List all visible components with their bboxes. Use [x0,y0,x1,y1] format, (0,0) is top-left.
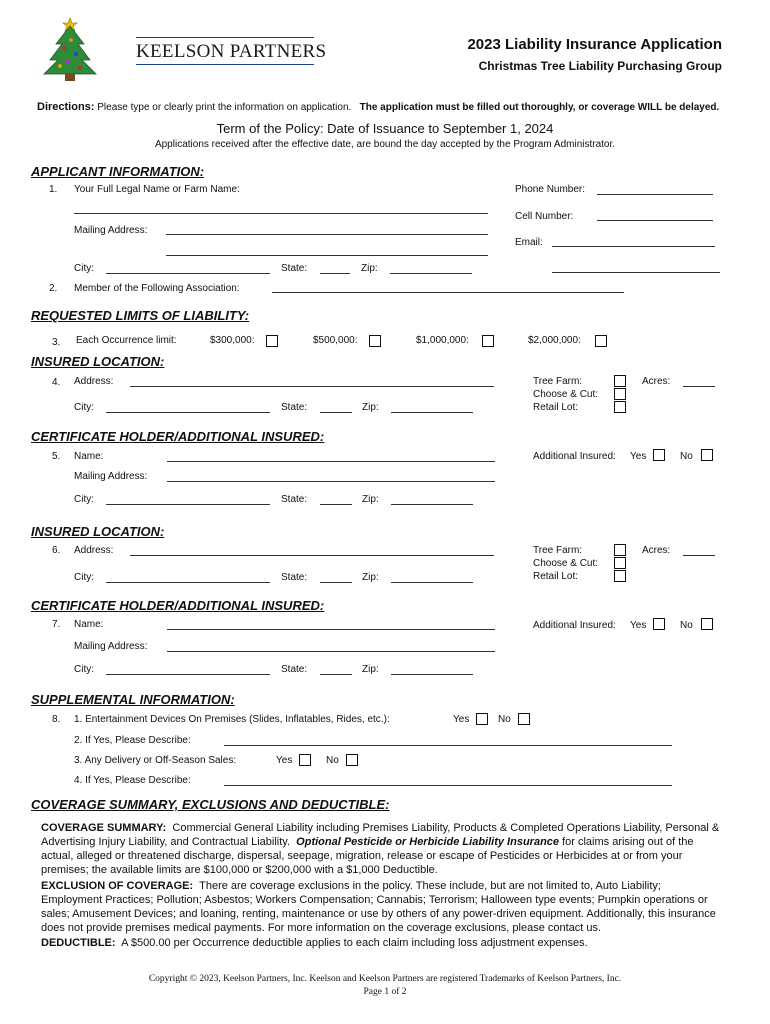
association-input[interactable] [272,292,624,293]
limit-1m-checkbox[interactable] [482,335,494,347]
delivery-describe-label: 4. If Yes, Please Describe: [74,775,191,786]
exclusion-of-coverage: EXCLUSION OF COVERAGE: There are coverage exclusions in the policy. These include, but are not limited to, Auto Liability; Employment Practices; Pollution; Asbestos; Workers Compensation; Cannabis; Terrorism; Halloween type events; Pumpkin operations or sales; Amusement Devices; and loaning, renting, maintenance or use by others of any power-driven equipment. Additionally, this insurance does not provide premises medical payments. For more information on the coverage exclusions, please contact us. [41,880,716,934]
city-input[interactable] [106,273,270,274]
acres-label: Acres: [642,545,671,556]
item-number: 5. [52,451,61,462]
delivery-question: 3. Any Delivery or Off-Season Sales: [74,755,237,766]
holder-2-city-input[interactable] [106,674,270,675]
location-2-acres-input[interactable] [683,555,715,556]
state-label: State: [281,494,308,505]
page-number: Page 1 of 2 [363,987,407,997]
holder-2-zip-input[interactable] [391,674,473,675]
coverage-summary: COVERAGE SUMMARY: Commercial General Liability including Premises Liability, Products & Completed Operations Liability, Personal & Advertising Injury Liability, and Contractual Liability. Optional Pesticide or Herbicide Liability Insurance for claims arising out of the actual, alleged or threatened discharge, dispersal, seepage, migration, release or escape of Pesticides or Herbicides at or from your premises; the available limits are $100,000 or $200,000 with a $1,000 Deductible. [41,822,720,876]
section-coverage-heading: COVERAGE SUMMARY, EXCLUSIONS AND DEDUCTIBLE: [31,797,390,812]
acres-label: Acres: [642,376,671,387]
retail-lot-checkbox-2[interactable] [614,570,626,582]
city-label: City: [74,664,94,675]
limit-500k-checkbox[interactable] [369,335,381,347]
additional-insured-label: Additional Insured: [533,620,616,631]
entertainment-describe-label: 2. If Yes, Please Describe: [74,735,191,746]
limit-300k-label: $300,000: [210,335,255,346]
item-number: 3. [52,337,61,348]
holder-1-zip-input[interactable] [391,504,473,505]
company-logo-text: KEELSON PARTNERS [136,41,327,62]
state-input[interactable] [320,273,350,274]
choose-cut-checkbox-2[interactable] [614,557,626,569]
location-1-zip-input[interactable] [391,412,473,413]
holder-2-state-input[interactable] [320,674,352,675]
location-2-city-input[interactable] [106,582,270,583]
name-label: Name: [74,619,104,630]
form-subtitle: Christmas Tree Liability Purchasing Group [478,59,722,73]
retail-lot-checkbox[interactable] [614,401,626,413]
state-label: State: [281,263,308,274]
policy-term: Term of the Policy: Date of Issuance to September 1, 2024 [216,121,554,136]
item-number: 1. [49,184,58,195]
location-1-acres-input[interactable] [683,386,715,387]
tree-farm-label: Tree Farm: [533,376,583,387]
location-1-city-input[interactable] [106,412,270,413]
phone-label: Phone Number: [515,184,586,195]
limit-300k-checkbox[interactable] [266,335,278,347]
mailing-address-label: Mailing Address: [74,641,148,652]
form-title: 2023 Liability Insurance Application [467,36,722,53]
yes-label: Yes [630,451,647,462]
holder-2-mailing-input[interactable] [167,651,495,652]
zip-label: Zip: [362,402,379,413]
email-input[interactable] [552,246,715,247]
tree-farm-checkbox-2[interactable] [614,544,626,556]
yes-label: Yes [453,714,470,725]
zip-label: Zip: [361,263,378,274]
association-label: Member of the Following Association: [74,283,240,294]
zip-input[interactable] [390,273,472,274]
tree-farm-checkbox[interactable] [614,375,626,387]
mailing-address-input[interactable] [166,234,488,235]
section-location-2-heading: INSURED LOCATION: [31,524,165,539]
holder-1-city-input[interactable] [106,504,270,505]
city-label: City: [74,494,94,505]
yes-label: Yes [630,620,647,631]
mailing-address-input-2[interactable] [166,255,488,256]
cell-label: Cell Number: [515,211,574,222]
occurrence-limit-label: Each Occurrence limit: [76,335,177,346]
section-location-1-heading: INSURED LOCATION: [31,354,165,369]
christmas-tree-logo-icon [40,16,100,82]
section-holder-2-heading: CERTIFICATE HOLDER/ADDITIONAL INSURED: [31,598,325,613]
delivery-yes-checkbox[interactable] [299,754,311,766]
holder-2-yes-checkbox[interactable] [653,618,665,630]
limit-1m-label: $1,000,000: [416,335,469,346]
entertainment-no-checkbox[interactable] [518,713,530,725]
copyright-footer: Copyright © 2023, Keelson Partners, Inc. Keelson and Keelson Partners are registered Trademarks of Keelson Partners, Inc. [148,974,622,984]
zip-label: Zip: [362,572,379,583]
name-input[interactable] [74,213,488,214]
location-2-zip-input[interactable] [391,582,473,583]
deductible: DEDUCTIBLE: A $500.00 per Occurrence deductible applies to each claim including loss adjustment expenses. [41,937,588,949]
holder-2-no-checkbox[interactable] [701,618,713,630]
location-2-address-input[interactable] [130,555,494,556]
no-label: No [680,620,693,631]
state-label: State: [281,664,308,675]
no-label: No [326,755,339,766]
zip-label: Zip: [362,494,379,505]
holder-1-mailing-input[interactable] [167,481,495,482]
retail-lot-label: Retail Lot: [533,402,579,413]
yes-label: Yes [276,755,293,766]
location-1-state-input[interactable] [320,412,352,413]
entertainment-yes-checkbox[interactable] [476,713,488,725]
mailing-address-label: Mailing Address: [74,471,148,482]
directions: Directions: Please type or clearly print the information on application. The application must be filled out thoroughly, or coverage WILL be delayed. [37,101,720,113]
choose-cut-checkbox[interactable] [614,388,626,400]
section-limits-heading: REQUESTED LIMITS OF LIABILITY: [31,308,250,323]
delivery-describe-input[interactable] [224,785,672,786]
holder-1-yes-checkbox[interactable] [653,449,665,461]
delivery-no-checkbox[interactable] [346,754,358,766]
address-label: Address: [74,545,114,556]
entertainment-describe-input[interactable] [224,745,672,746]
no-label: No [498,714,511,725]
policy-term-note: Applications received after the effective date, are bound the day accepted by the Program Administrator. [154,139,616,150]
tree-farm-label: Tree Farm: [533,545,583,556]
name-label: Your Full Legal Name or Farm Name: [74,184,240,195]
zip-label: Zip: [362,664,379,675]
additional-insured-label: Additional Insured: [533,451,616,462]
mailing-address-label: Mailing Address: [74,225,148,236]
holder-1-state-input[interactable] [320,504,352,505]
item-number: 8. [52,714,61,725]
city-label: City: [74,402,94,413]
item-number: 2. [49,283,58,294]
limit-500k-label: $500,000: [313,335,358,346]
retail-lot-label: Retail Lot: [533,571,579,582]
location-2-state-input[interactable] [320,582,352,583]
holder-2-name-input[interactable] [167,629,495,630]
section-applicant-heading: APPLICANT INFORMATION: [31,164,205,179]
choose-cut-label: Choose & Cut: [533,558,599,569]
address-label: Address: [74,376,114,387]
state-label: State: [281,572,308,583]
location-1-address-input[interactable] [130,386,494,387]
email-input-2[interactable] [552,272,720,273]
name-label: Name: [74,451,104,462]
limit-2m-label: $2,000,000: [528,335,581,346]
item-number: 4. [52,377,61,388]
no-label: No [680,451,693,462]
city-label: City: [74,572,94,583]
email-label: Email: [515,237,543,248]
item-number: 7. [52,619,61,630]
limit-2m-checkbox[interactable] [595,335,607,347]
section-supplemental-heading: SUPPLEMENTAL INFORMATION: [31,692,235,707]
section-holder-1-heading: CERTIFICATE HOLDER/ADDITIONAL INSURED: [31,429,325,444]
item-number: 6. [52,545,61,556]
phone-input[interactable] [597,194,713,195]
cell-input[interactable] [597,220,713,221]
city-label: City: [74,263,94,274]
holder-1-name-input[interactable] [167,461,495,462]
entertainment-question: 1. Entertainment Devices On Premises (Slides, Inflatables, Rides, etc.): [74,714,390,725]
holder-1-no-checkbox[interactable] [701,449,713,461]
state-label: State: [281,402,308,413]
choose-cut-label: Choose & Cut: [533,389,599,400]
